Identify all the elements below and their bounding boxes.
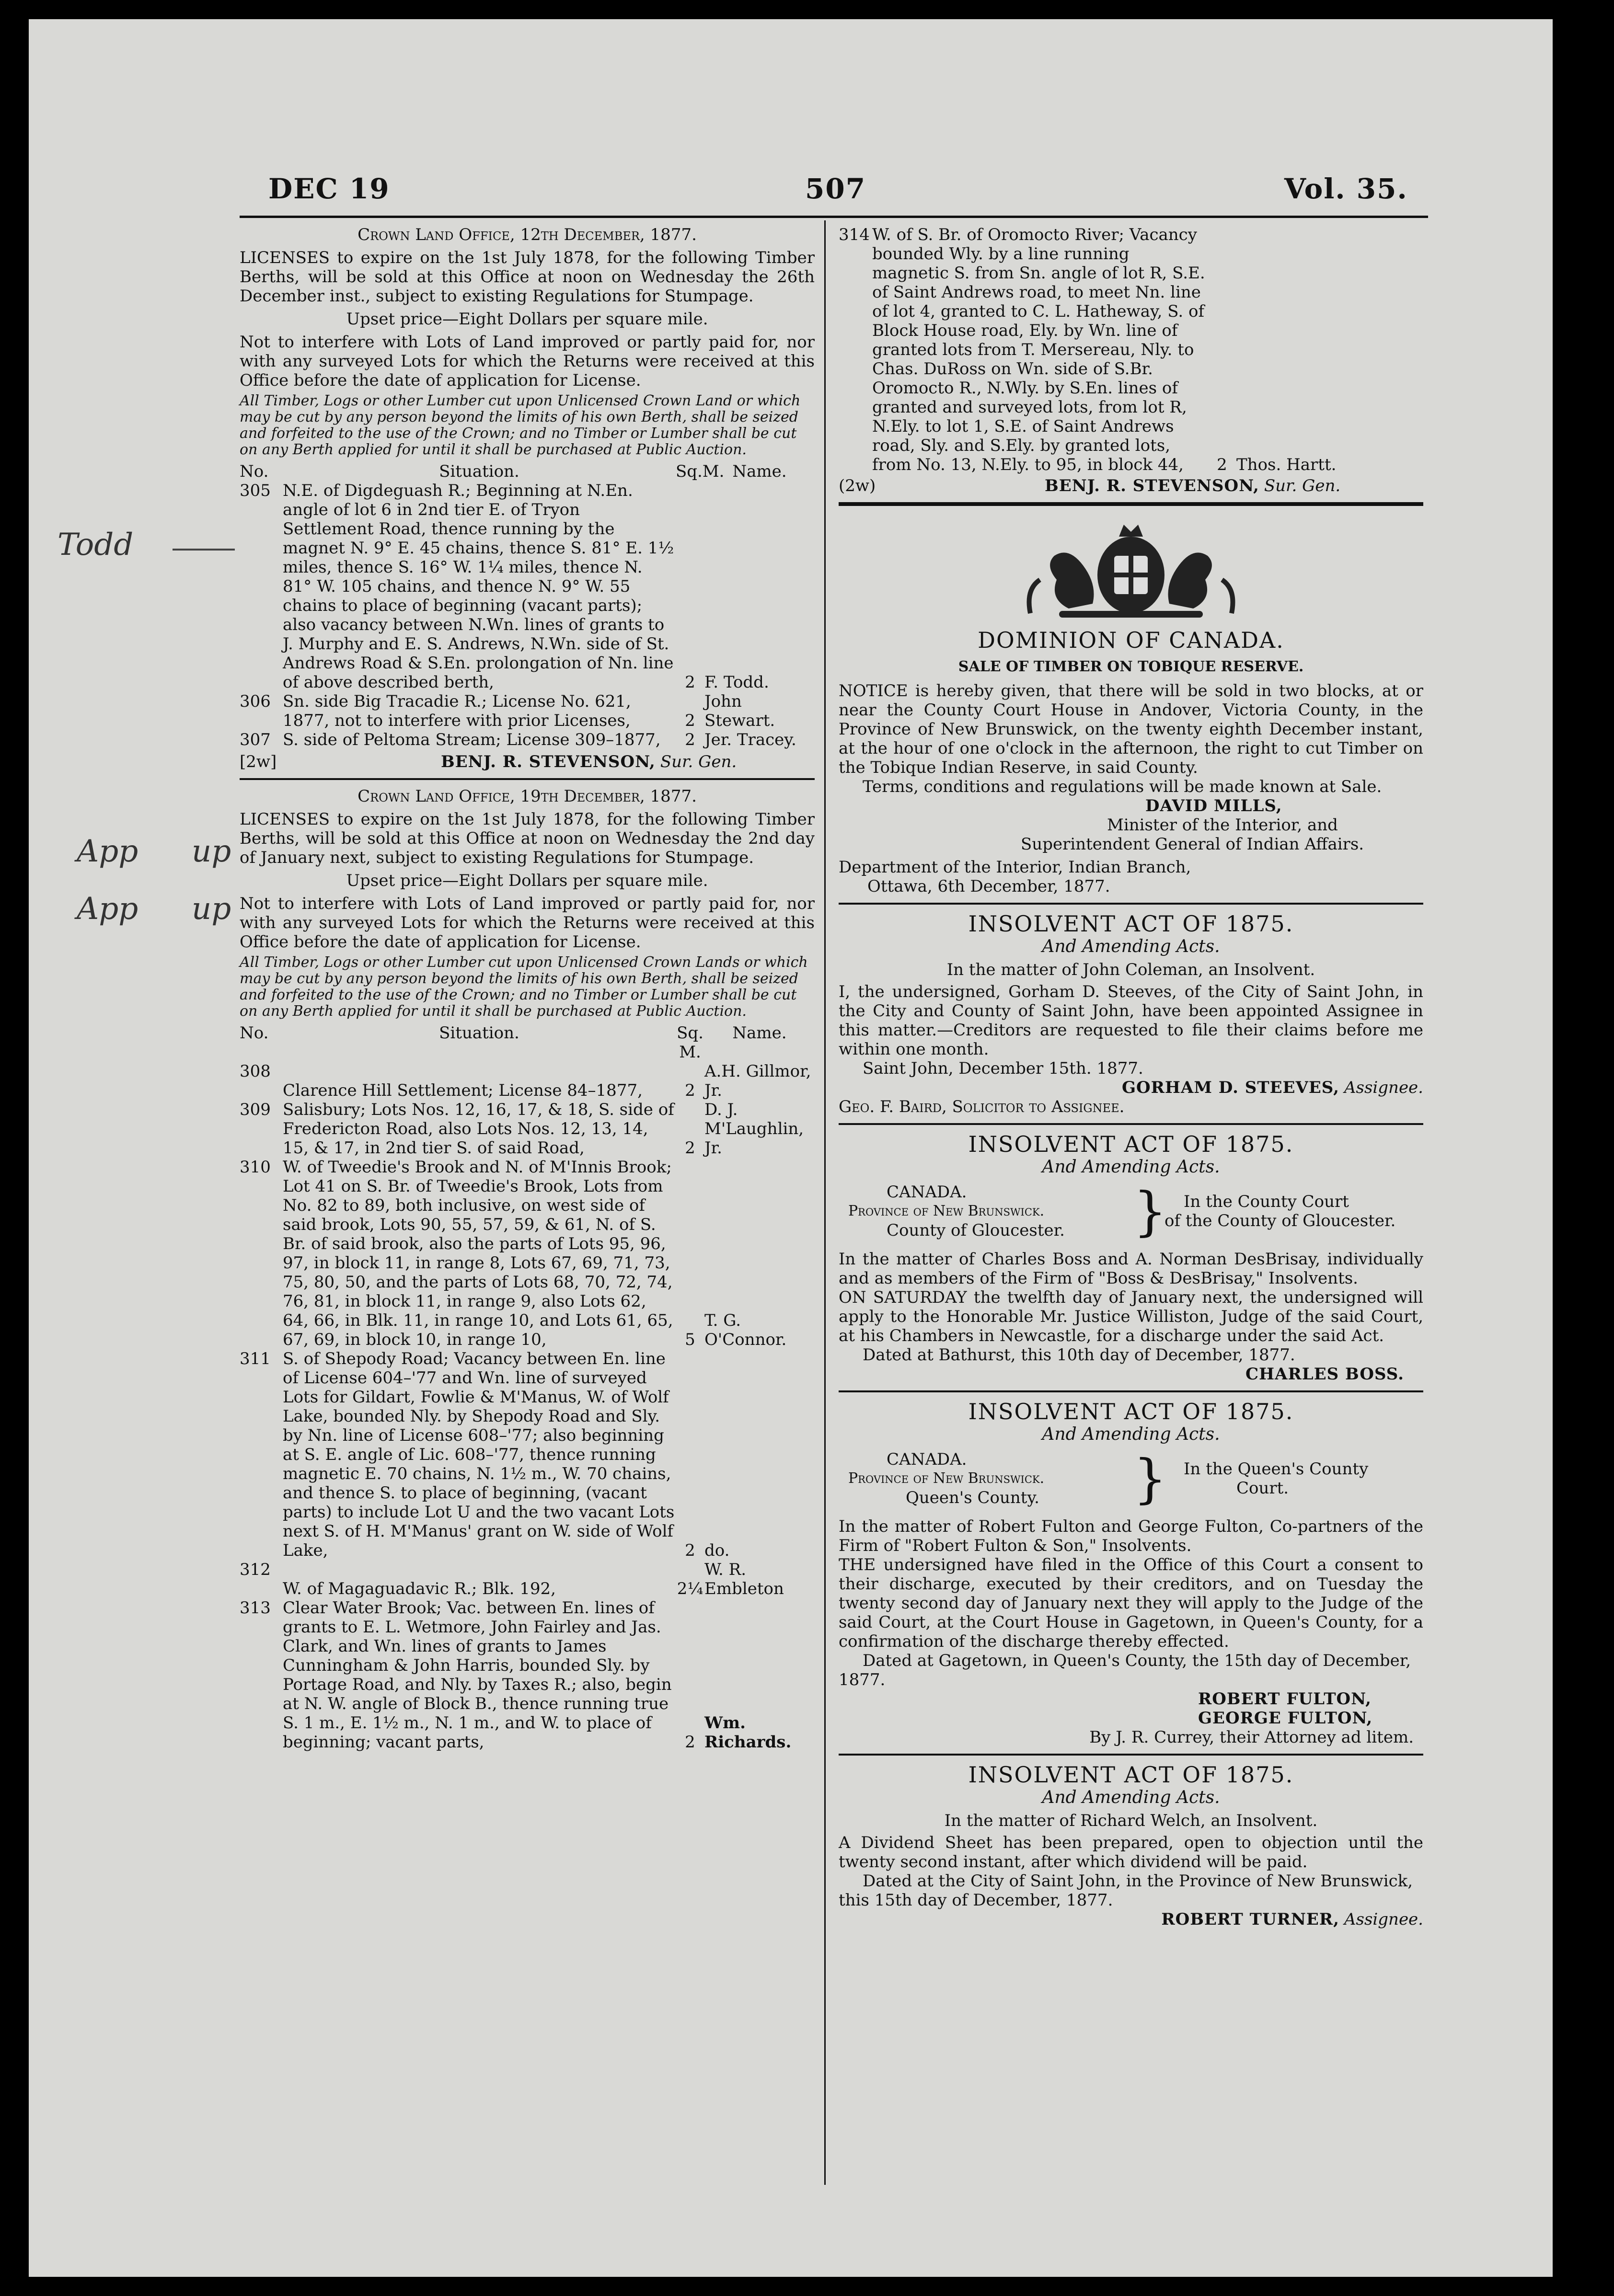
notice-separator <box>839 1754 1423 1756</box>
insolvent3-date: Dated at Gagetown, in Queen's County, the 15th day of December, 1877. <box>839 1651 1411 1689</box>
row-no: 309 <box>240 1100 271 1119</box>
col-header-sqm: Sq. M. <box>677 1023 703 1062</box>
row-sqm: 5 <box>685 1330 695 1349</box>
insolvent4-body: A Dividend Sheet has been prepared, open to objection until the twenty second instant, after which dividend will be paid. <box>839 1833 1423 1871</box>
row-no: 314 <box>839 225 870 244</box>
insolvent1-matter: In the matter of John Coleman, an Insolvent. <box>946 960 1315 979</box>
insolvent3-canada: CANADA. <box>887 1450 967 1469</box>
notice-separator <box>839 1390 1423 1392</box>
insolvent4-signature: ROBERT TURNER, <box>1161 1910 1339 1929</box>
row-no: 310 <box>240 1158 271 1177</box>
insolvent2-body: ON SATURDAY the twelfth day of January next, the undersigned will apply to the Honorable Mr. Justice Williston, Judge of the said Court, at his Chambers in Newcastle, for a discharge under the said Act. <box>839 1288 1423 1345</box>
r314-signature: BENJ. R. STEVENSON, <box>1045 476 1259 495</box>
table-row <box>240 1560 815 1598</box>
notice2-paragraph: Not to interfere with Lots of Land improved or partly paid for, nor with any surveyed Lots for which the Returns were received at this Office before the date of application for License. <box>240 894 815 952</box>
row-situation: Clear Water Brook; Vac. between En. lines of grants to E. L. Wetmore, John Fairley and Jas. Clark, and Wn. lines of grants to James Cunningham & John Harris, bounded Sly. by Portage Road, and Nly. by Taxes R.; also, begin at N. W. angle of Block B., thence running true S. 1 m., E. 1½ m., N. 1 m., and W. to place of beginning; vacant parts, <box>283 1598 672 1752</box>
insolvent1-signature-title: Assignee. <box>1344 1078 1423 1097</box>
header-rule <box>240 216 1428 218</box>
insolvent3-signature-3: By J. R. Currey, their Attorney ad litem. <box>1089 1728 1414 1747</box>
table-row <box>240 1598 815 1752</box>
handwritten-note-up-1: up <box>192 834 231 869</box>
row-situation: W. of S. Br. of Oromocto River; Vacancy bounded Wly. by a line running magnetic S. from Sn. angle of lot R, S.E. of Saint Andrews road, to meet Nn. line of lot 4, granted to C. L. Hatheway, S. of Block House road, Ely. by Wn. line of granted lots from T. Mersereau, Nly. to Chas. DuRoss on Wn. side of S.Br. Oromocto R., N.Wly. by S.En. lines of granted and surveyed lots, from lot R, N.Ely. to lot 1, S.E. of Saint Andrews road, Sly. and S.Ely. by granted lots, from No. 13, N.Ely. to 95, in block 44, <box>872 225 1205 474</box>
row-situation: Clarence Hill Settlement; License 84–1877, <box>283 1081 643 1100</box>
dominion-department: Department of the Interior, Indian Branch, <box>839 858 1191 877</box>
notice-separator <box>839 903 1423 905</box>
table-row <box>240 730 815 749</box>
row-name: Thos. Hartt. <box>1236 455 1337 474</box>
row-sqm: 2¼ <box>677 1579 703 1598</box>
insolvent3-body: THE undersigned have filed in the Office of this Court a consent to their discharge, executed by their creditors, and on Tuesday the twenty second day of January next they will apply to the Judge of the said Court, at the Court House in Gagetown, in Queen's County, for a confirmation of the discharge thereby effected. <box>839 1555 1423 1651</box>
brace-icon: } <box>1133 1448 1167 1509</box>
notice1-upset-price: Upset price—Eight Dollars per square mile. <box>346 310 708 329</box>
insolvent1-solicitor: Geo. F. Baird, Solicitor to Assignee. <box>839 1097 1125 1116</box>
notice2-intro: LICENSES to expire on the 1st July 1878, for the following Timber Berths, will be sold at this Office at noon on Wednesday the 2nd day of January next, subject to existing Regulations for Stumpage. <box>240 810 815 867</box>
insolvent3-county: Queen's County. <box>906 1488 1039 1507</box>
table-row <box>240 1100 815 1158</box>
row-situation: W. of Magaguadavic R.; Blk. 192, <box>283 1579 556 1598</box>
insolvent2-signature: CHARLES BOSS. <box>1245 1365 1404 1384</box>
col-header-name: Name. <box>732 1023 787 1043</box>
notice1-warning: All Timber, Logs or other Lumber cut upon Unlicensed Crown Land or which may be cut by any person beyond the limits of his own Berth, shall be seized and forfeited to the use of the Crown; and no Timber or Lumber shall be cut on any Berth applied for until it shall be purchased at Public Auction. <box>240 392 801 458</box>
brace-icon: } <box>1133 1181 1167 1242</box>
insolvent1-body: I, the undersigned, Gorham D. Steeves, of the City of Saint John, in the City and County of Saint John, have been appointed Assignee in this matter.—Creditors are requested to file their claims before me within one month. <box>839 982 1423 1059</box>
handwritten-note-app-2: App <box>77 891 138 927</box>
insolvent2-canada: CANADA. <box>887 1182 967 1202</box>
notice1-signature-title: Sur. Gen. <box>660 752 737 771</box>
notice-separator <box>839 1123 1423 1125</box>
insolvent3-matter: In the matter of Robert Fulton and George Fulton, Co-partners of the Firm of "Robert Fulton & Son," Insolvents. <box>839 1517 1423 1555</box>
dominion-title: DOMINION OF CANADA. <box>978 627 1284 653</box>
row-name: John Stewart. <box>704 692 775 730</box>
row-sqm: 2 <box>685 673 695 692</box>
gazette-page <box>29 19 1553 2277</box>
dominion-place-date: Ottawa, 6th December, 1877. <box>867 877 1110 896</box>
table-row <box>240 692 815 730</box>
insolvent4-date: Dated at the City of Saint John, in the Province of New Brunswick, this 15th day of December, 1877. <box>839 1871 1413 1910</box>
row-situation: N.E. of Digdeguash R.; Beginning at N.En. angle of lot 6 in 2nd tier E. of Tryon Settlement Road, thence running by the magnet N. 9° E. 45 chains, thence S. 81° E. 1½ miles, thence S. 16° W. 1¼ miles, thence N. 81° W. 105 chains, and thence N. 9° W. 55 chains to place of beginning (vacant parts); also vacancy between N.Wn. lines of grants to J. Murphy and E. S. Andrews, N.Wn. side of St. Andrews Road & S.En. prolongation of Nn. line of above described berth, <box>283 481 674 692</box>
column-divider <box>824 220 826 2185</box>
row-situation: Sn. side Big Tracadie R.; License No. 621, 1877, not to interfere with prior Licenses, <box>283 692 631 730</box>
notice2-upset-price: Upset price—Eight Dollars per square mile. <box>346 871 708 890</box>
dominion-signature-line3: Superintendent General of Indian Affairs. <box>1021 835 1364 854</box>
row-sqm: 2 <box>685 1541 695 1560</box>
notice-separator <box>240 778 815 780</box>
row-situation: Salisbury; Lots Nos. 12, 16, 17, & 18, S. side of Fredericton Road, also Lots Nos. 12, 13, 14, 15, & 17, in 2nd tier S. of said Road, <box>283 1100 674 1158</box>
col-header-name: Name. <box>732 462 787 481</box>
insolvent4-subtitle: And Amending Acts. <box>1042 1788 1220 1807</box>
row-no: 307 <box>240 730 271 749</box>
handwritten-dash <box>173 549 235 551</box>
header-date: DEC 19 <box>268 172 390 205</box>
notice-separator <box>839 502 1423 506</box>
col-header-no: No. <box>240 462 269 481</box>
row-name: T. G. O'Connor. <box>704 1311 787 1349</box>
notice1-intro: LICENSES to expire on the 1st July 1878, for the following Timber Berths, will be sold at this Office at noon on Wednesday the 26th December inst., subject to existing Regulations for Stumpage. <box>240 248 815 306</box>
insolvent3-title: INSOLVENT ACT OF 1875. <box>968 1399 1294 1424</box>
coat-of-arms-icon <box>1011 517 1251 623</box>
left-column <box>240 225 815 1752</box>
insolvent4-matter: In the matter of Richard Welch, an Insolvent. <box>944 1811 1318 1830</box>
dominion-terms: Terms, conditions and regulations will be made known at Sale. <box>863 777 1382 796</box>
handwritten-note-up-2: up <box>192 891 231 927</box>
table-row <box>240 1349 815 1560</box>
row-no: 313 <box>240 1598 271 1618</box>
row-no: 311 <box>240 1349 271 1368</box>
row-sqm: 2 <box>685 711 695 730</box>
row-situation: S. side of Peltoma Stream; License 309–1877, <box>283 730 661 749</box>
dominion-subtitle: SALE OF TIMBER ON TOBIQUE RESERVE. <box>958 658 1304 675</box>
r314-signature-line <box>839 476 1423 495</box>
insolvent2-title: INSOLVENT ACT OF 1875. <box>968 1131 1294 1157</box>
insolvent4-signature-line <box>839 1910 1423 1929</box>
col-header-sqm: Sq.M. <box>676 462 725 481</box>
row-name: Jer. Tracey. <box>704 730 796 749</box>
row-name: F. Todd. <box>704 673 769 692</box>
insolvent3-signature-2: GEORGE FULTON, <box>1198 1709 1373 1728</box>
insolvent3-court-block <box>839 1450 1423 1517</box>
row-sqm: 2 <box>685 1138 695 1158</box>
insolvent4-title: INSOLVENT ACT OF 1875. <box>968 1762 1294 1788</box>
header-page-number: 507 <box>805 172 866 205</box>
row-no: 308 <box>240 1062 271 1081</box>
notice1-tag: [2w] <box>240 752 277 771</box>
insolvent3-court-line2: Court. <box>1236 1479 1289 1498</box>
insolvent2-province: Province of New Brunswick. <box>848 1203 1045 1219</box>
notice1-office: Crown Land Office, 12th December, 1877. <box>357 225 697 244</box>
notice1-paragraph: Not to interfere with Lots of Land improved or partly paid for, nor with any surveyed Lots for which the Returns were received at this Office before the date of application for License. <box>240 333 815 390</box>
table-row <box>240 481 815 692</box>
dominion-signature-line2: Minister of the Interior, and <box>1107 815 1338 835</box>
table-row <box>240 1158 815 1349</box>
row-no: 306 <box>240 692 271 711</box>
notice2-warning: All Timber, Logs or other Lumber cut upon Unlicensed Crown Lands or which may be cut by any person beyond the limits of his own Berth, shall be seized and forfeited to the use of the Crown; and no Timber or Lumber shall be cut on any Berth applied for until it shall be purchased at Public Auction. <box>240 954 808 1020</box>
row-sqm: 2 <box>1217 455 1227 474</box>
insolvent2-matter: In the matter of Charles Boss and A. Norman DesBrisay, individually and as members of the Firm of "Boss & DesBrisay," Insolvents. <box>839 1250 1423 1288</box>
insolvent2-court-block <box>839 1182 1423 1250</box>
notice1-signature-line <box>240 752 815 771</box>
handwritten-note-todd: Todd <box>58 527 134 563</box>
notice2-column-headers <box>240 1023 815 1062</box>
insolvent1-signature-line <box>839 1078 1423 1097</box>
row-name: A.H. Gillmor, Jr. <box>704 1062 811 1100</box>
insolvent2-court-line1: In the County Court <box>1184 1192 1349 1211</box>
row-name: Wm. Richards. <box>704 1713 792 1752</box>
insolvent1-subtitle: And Amending Acts. <box>1042 937 1220 956</box>
col-header-no: No. <box>240 1023 269 1043</box>
row-name: W. R. Embleton <box>704 1560 784 1598</box>
row-sqm: 2 <box>685 730 695 749</box>
insolvent4-signature-title: Assignee. <box>1344 1910 1423 1929</box>
dominion-notice: NOTICE is hereby given, that there will be sold in two blocks, at or near the County Court House in Andover, Victoria County, in the Province of New Brunswick, on the twenty eighth December instant, at the hour of one o'clock in the afternoon, the right to cut Timber on the Tobique Indian Reserve, in said County. <box>839 681 1423 777</box>
royal-arms-emblem <box>839 513 1423 628</box>
insolvent2-date: Dated at Bathurst, this 10th day of December, 1877. <box>863 1345 1295 1365</box>
insolvent1-signature: GORHAM D. STEEVES, <box>1121 1078 1339 1097</box>
row-name: do. <box>704 1541 730 1560</box>
notice1-signature: BENJ. R. STEVENSON, <box>441 752 656 771</box>
notice2-office: Crown Land Office, 19th December, 1877. <box>357 787 697 806</box>
r314-tag: (2w) <box>839 476 876 495</box>
row-sqm: 2 <box>685 1081 695 1100</box>
dominion-signature: DAVID MILLS, <box>1145 796 1282 815</box>
table-row <box>839 225 1423 474</box>
insolvent2-subtitle: And Amending Acts. <box>1042 1157 1220 1177</box>
row-name: D. J. M'Laughlin, Jr. <box>704 1100 804 1158</box>
notice1-column-headers <box>240 462 815 481</box>
col-header-situation: Situation. <box>439 1023 519 1043</box>
row-no: 305 <box>240 481 271 500</box>
r314-signature-title: Sur. Gen. <box>1264 476 1341 495</box>
header-volume: Vol. 35. <box>1284 172 1408 205</box>
insolvent2-county: County of Gloucester. <box>887 1221 1065 1240</box>
insolvent2-court-line2: of the County of Gloucester. <box>1164 1211 1396 1230</box>
insolvent3-court-line1: In the Queen's County <box>1184 1459 1369 1479</box>
row-no: 312 <box>240 1560 271 1579</box>
insolvent1-title: INSOLVENT ACT OF 1875. <box>968 911 1294 937</box>
table-row <box>240 1062 815 1100</box>
insolvent3-signature-1: ROBERT FULTON, <box>1198 1689 1372 1709</box>
col-header-situation: Situation. <box>439 462 519 481</box>
row-situation: S. of Shepody Road; Vacancy between En. line of License 604–'77 and Wn. line of surveyed Lots for Gildart, Fowlie & M'Manus, W. of Wolf Lake, bounded Nly. by Shepody Road and Sly. by Nn. line of License 608–'77; also beginning at S. E. angle of Lic. 608–'77, thence running magnetic E. 70 chains, N. 1½ m., W. 70 chains, and thence S. to place of beginning, (vacant parts) to include Lot U and the two vacant Lots next S. of H. M'Manus' grant on W. side of Wolf Lake, <box>283 1349 675 1560</box>
insolvent3-province: Province of New Brunswick. <box>848 1470 1045 1487</box>
insolvent3-subtitle: And Amending Acts. <box>1042 1424 1220 1444</box>
right-column <box>839 225 1423 1929</box>
handwritten-note-app-1: App <box>77 834 138 869</box>
row-situation: W. of Tweedie's Brook and N. of M'Innis Brook; Lot 41 on S. Br. of Tweedie's Brook, Lots from No. 82 to 89, both inclusive, on west side of said brook, Lots 90, 55, 57, 59, & 61, N. of S. Br. of said brook, also the parts of Lots 95, 96, 97, in block 11, in range 8, Lots 67, 69, 71, 73, 75, 80, 50, and the parts of Lots 68, 70, 72, 74, 76, 81, in block 11, in range 9, also Lots 62, 64, 66, in Blk. 11, in range 10, and Lots 61, 65, 67, 69, in block 10, in range 10, <box>283 1158 673 1349</box>
row-sqm: 2 <box>685 1733 695 1752</box>
insolvent1-date: Saint John, December 15th. 1877. <box>863 1059 1143 1078</box>
